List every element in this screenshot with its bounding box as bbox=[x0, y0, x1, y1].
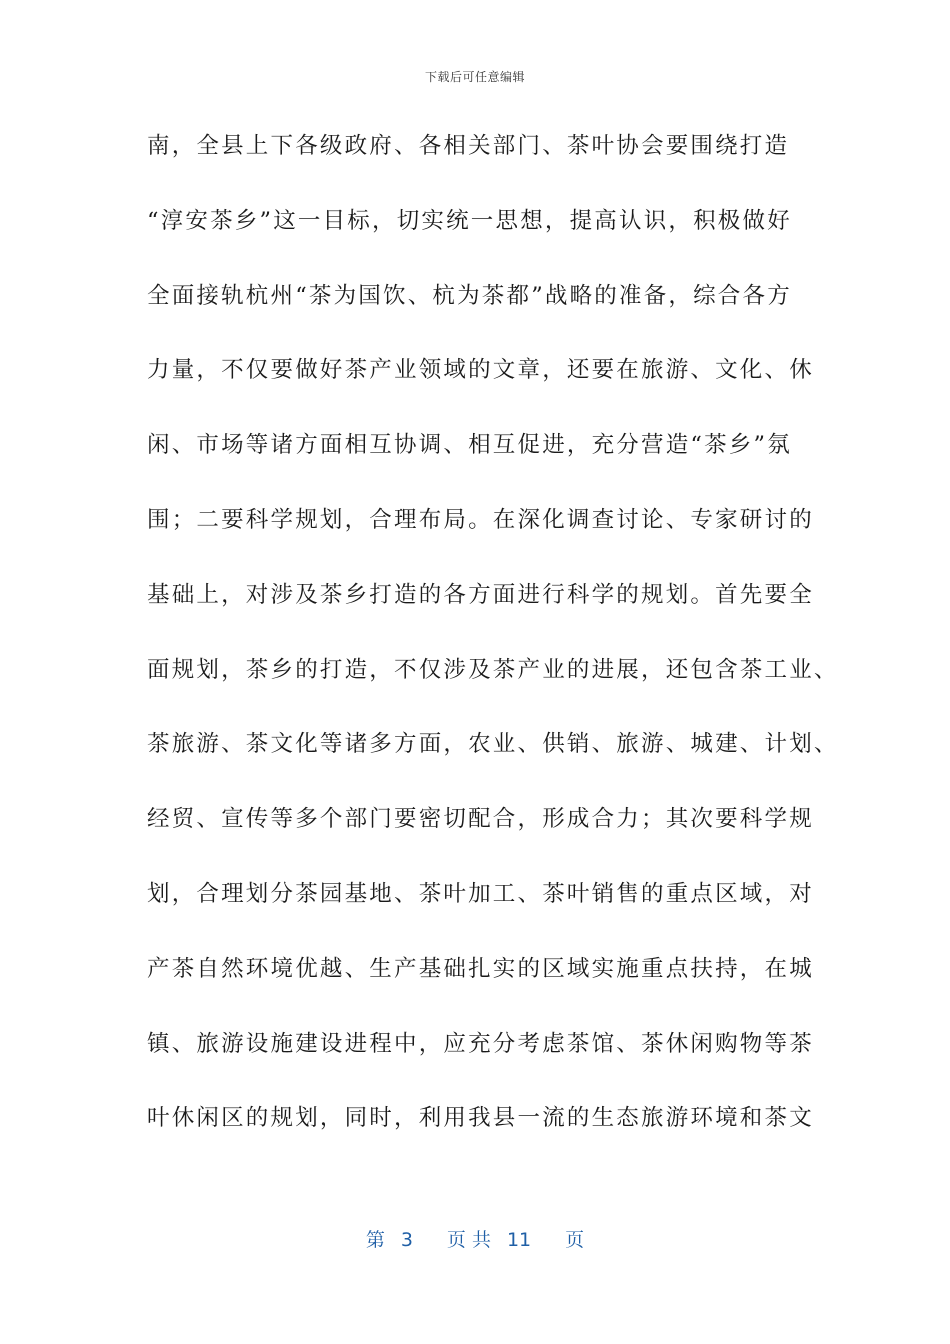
text-line: 茶旅游、茶文化等诸多方面，农业、供销、旅游、城建、计划、 bbox=[147, 731, 839, 758]
text-line: 镇、旅游设施建设进程中，应充分考虑茶馆、茶休闲购物等茶 bbox=[147, 1030, 814, 1057]
footer-middle: 页 共 bbox=[446, 1229, 491, 1251]
text-line: 闲、市场等诸方面相互协调、相互促进，充分营造“茶乡”氛 bbox=[147, 432, 792, 459]
text-line: 南，全县上下各级政府、各相关部门、茶叶协会要围绕打造 bbox=[147, 133, 790, 159]
total-pages-number: 11 bbox=[506, 1229, 532, 1251]
current-page-number: 3 bbox=[400, 1229, 413, 1251]
footer-prefix: 第 bbox=[365, 1229, 385, 1251]
page-header: 下载后可任意编辑 bbox=[424, 70, 525, 84]
text-line: 全面接轨杭州“茶为国饮、杭为茶都”战略的准备，综合各方 bbox=[147, 282, 792, 309]
document-body bbox=[147, 126, 839, 1173]
text-line: 力量，不仅要做好茶产业领域的文章，还要在旅游、文化、休 bbox=[147, 357, 814, 384]
text-line: 叶休闲区的规划，同时，利用我县一流的生态旅游环境和茶文 bbox=[147, 1105, 814, 1132]
text-line: 围；二要科学规划，合理布局。在深化调查讨论、专家研讨的 bbox=[147, 506, 814, 533]
text-line: “淳安茶乡”这一目标，切实统一思想，提高认识，积极做好 bbox=[147, 207, 792, 234]
text-line: 面规划，茶乡的打造，不仅涉及茶产业的进展，还包含茶工业、 bbox=[147, 656, 839, 683]
text-line: 基础上，对涉及茶乡打造的各方面进行科学的规划。首先要全 bbox=[147, 581, 814, 608]
footer-suffix: 页 bbox=[565, 1229, 585, 1251]
page-number-footer bbox=[0, 1225, 950, 1252]
text-line: 经贸、宣传等多个部门要密切配合，形成合力；其次要科学规 bbox=[147, 806, 814, 833]
text-line: 划，合理划分茶园基地、茶叶加工、茶叶销售的重点区域，对 bbox=[147, 880, 814, 907]
text-line: 产茶自然环境优越、生产基础扎实的区域实施重点扶持，在城 bbox=[147, 955, 814, 982]
